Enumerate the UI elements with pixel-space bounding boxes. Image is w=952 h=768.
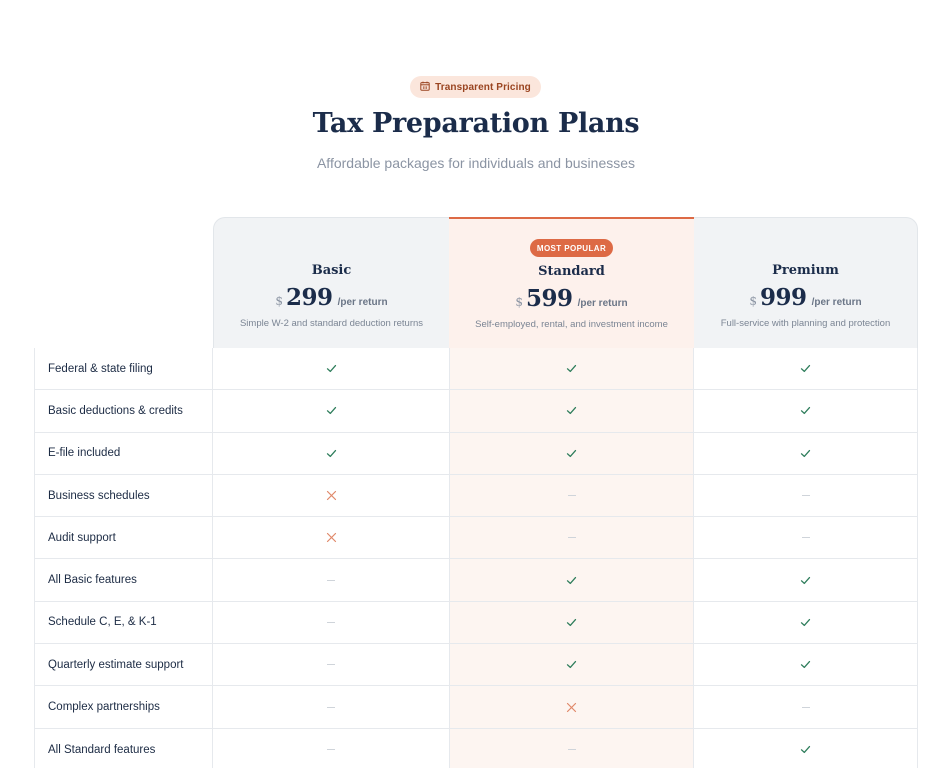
price-amount: 299 bbox=[286, 284, 333, 311]
check-icon bbox=[800, 363, 811, 374]
plan-card-premium[interactable] bbox=[694, 217, 918, 348]
feature-cell-basic bbox=[213, 517, 449, 558]
feature-cell-standard bbox=[449, 348, 694, 389]
feature-cell-standard bbox=[449, 517, 694, 558]
dash-icon bbox=[802, 495, 810, 496]
dash-icon bbox=[802, 707, 810, 708]
most-popular-badge: MOST POPULAR bbox=[530, 239, 613, 257]
feature-label: All Standard features bbox=[34, 729, 213, 768]
pricing-badge bbox=[410, 76, 541, 98]
currency-symbol: $ bbox=[749, 294, 758, 308]
page-title: Tax Preparation Plans bbox=[312, 108, 640, 139]
feature-cell-basic bbox=[213, 686, 449, 727]
dash-icon bbox=[327, 622, 335, 623]
feature-label: Basic deductions & credits bbox=[34, 390, 213, 431]
feature-cell-premium bbox=[694, 475, 918, 516]
plan-card-standard[interactable] bbox=[449, 217, 694, 348]
feature-cell-standard bbox=[449, 433, 694, 474]
plan-name: Basic bbox=[311, 263, 352, 278]
feature-cell-basic bbox=[213, 559, 449, 600]
price-period: /per return bbox=[337, 297, 388, 308]
plan-description: Simple W-2 and standard deduction returns bbox=[239, 318, 424, 329]
feature-label: Quarterly estimate support bbox=[34, 644, 213, 685]
check-icon bbox=[326, 363, 337, 374]
table-row bbox=[34, 602, 918, 644]
check-icon bbox=[566, 405, 577, 416]
table-row bbox=[34, 390, 918, 432]
check-icon bbox=[566, 448, 577, 459]
feature-label: Complex partnerships bbox=[34, 686, 213, 727]
feature-cell-standard bbox=[449, 390, 694, 431]
dash-icon bbox=[568, 537, 576, 538]
dash-icon bbox=[802, 537, 810, 538]
currency-symbol: $ bbox=[515, 295, 524, 309]
check-icon bbox=[566, 659, 577, 670]
check-icon bbox=[800, 617, 811, 628]
dash-icon bbox=[327, 580, 335, 581]
plan-name: Standard bbox=[538, 264, 605, 279]
dash-icon bbox=[327, 707, 335, 708]
feature-cell-basic bbox=[213, 602, 449, 643]
feature-comparison-table bbox=[34, 348, 918, 768]
badge-label: Transparent Pricing bbox=[435, 81, 531, 93]
check-icon bbox=[566, 575, 577, 586]
feature-label: Schedule C, E, & K-1 bbox=[34, 602, 213, 643]
price-amount: 599 bbox=[526, 285, 573, 312]
feature-label: Federal & state filing bbox=[34, 348, 213, 389]
plan-price bbox=[214, 284, 449, 311]
feature-cell-premium bbox=[694, 729, 918, 768]
feature-cell-premium bbox=[694, 348, 918, 389]
feature-cell-premium bbox=[694, 433, 918, 474]
check-icon bbox=[326, 448, 337, 459]
cross-icon bbox=[566, 702, 577, 713]
plan-price bbox=[694, 284, 917, 311]
feature-cell-premium bbox=[694, 559, 918, 600]
table-row bbox=[34, 729, 918, 768]
dash-icon bbox=[568, 495, 576, 496]
table-row bbox=[34, 559, 918, 601]
check-icon bbox=[326, 405, 337, 416]
plan-description: Full-service with planning and protection bbox=[720, 318, 891, 329]
feature-cell-standard bbox=[449, 475, 694, 516]
price-period: /per return bbox=[577, 298, 628, 309]
feature-label: Audit support bbox=[34, 517, 213, 558]
feature-cell-standard bbox=[449, 559, 694, 600]
feature-cell-standard bbox=[449, 686, 694, 727]
check-icon bbox=[566, 617, 577, 628]
check-icon bbox=[800, 659, 811, 670]
feature-cell-standard bbox=[449, 644, 694, 685]
feature-cell-basic bbox=[213, 729, 449, 768]
plan-description: Self-employed, rental, and investment income bbox=[475, 319, 668, 330]
check-icon bbox=[800, 744, 811, 755]
currency-symbol: $ bbox=[275, 294, 284, 308]
plan-name: Premium bbox=[772, 263, 839, 278]
feature-label: All Basic features bbox=[34, 559, 213, 600]
table-row bbox=[34, 644, 918, 686]
feature-cell-premium bbox=[694, 602, 918, 643]
feature-cell-basic bbox=[213, 390, 449, 431]
feature-cell-premium bbox=[694, 686, 918, 727]
feature-cell-standard bbox=[449, 729, 694, 768]
cross-icon bbox=[326, 490, 337, 501]
feature-cell-basic bbox=[213, 348, 449, 389]
plan-header-row bbox=[213, 217, 918, 348]
price-amount: 999 bbox=[760, 284, 807, 311]
feature-cell-premium bbox=[694, 644, 918, 685]
table-row bbox=[34, 433, 918, 475]
dash-icon bbox=[327, 749, 335, 750]
feature-label: Business schedules bbox=[34, 475, 213, 516]
cross-icon bbox=[326, 532, 337, 543]
check-icon bbox=[800, 575, 811, 586]
table-row bbox=[34, 686, 918, 728]
feature-cell-basic bbox=[213, 475, 449, 516]
calendar-icon bbox=[420, 81, 430, 94]
check-icon bbox=[800, 405, 811, 416]
table-row bbox=[34, 475, 918, 517]
table-row bbox=[34, 348, 918, 390]
page-subtitle: Affordable packages for individuals and businesses bbox=[316, 155, 636, 171]
price-period: /per return bbox=[811, 297, 862, 308]
check-icon bbox=[800, 448, 811, 459]
feature-cell-premium bbox=[694, 517, 918, 558]
dash-icon bbox=[327, 664, 335, 665]
plan-price bbox=[449, 285, 694, 312]
feature-label: E-file included bbox=[34, 433, 213, 474]
feature-cell-premium bbox=[694, 390, 918, 431]
check-icon bbox=[566, 363, 577, 374]
feature-cell-basic bbox=[213, 433, 449, 474]
feature-cell-basic bbox=[213, 644, 449, 685]
plan-card-basic[interactable] bbox=[213, 217, 449, 348]
table-row bbox=[34, 517, 918, 559]
feature-cell-standard bbox=[449, 602, 694, 643]
dash-icon bbox=[568, 749, 576, 750]
